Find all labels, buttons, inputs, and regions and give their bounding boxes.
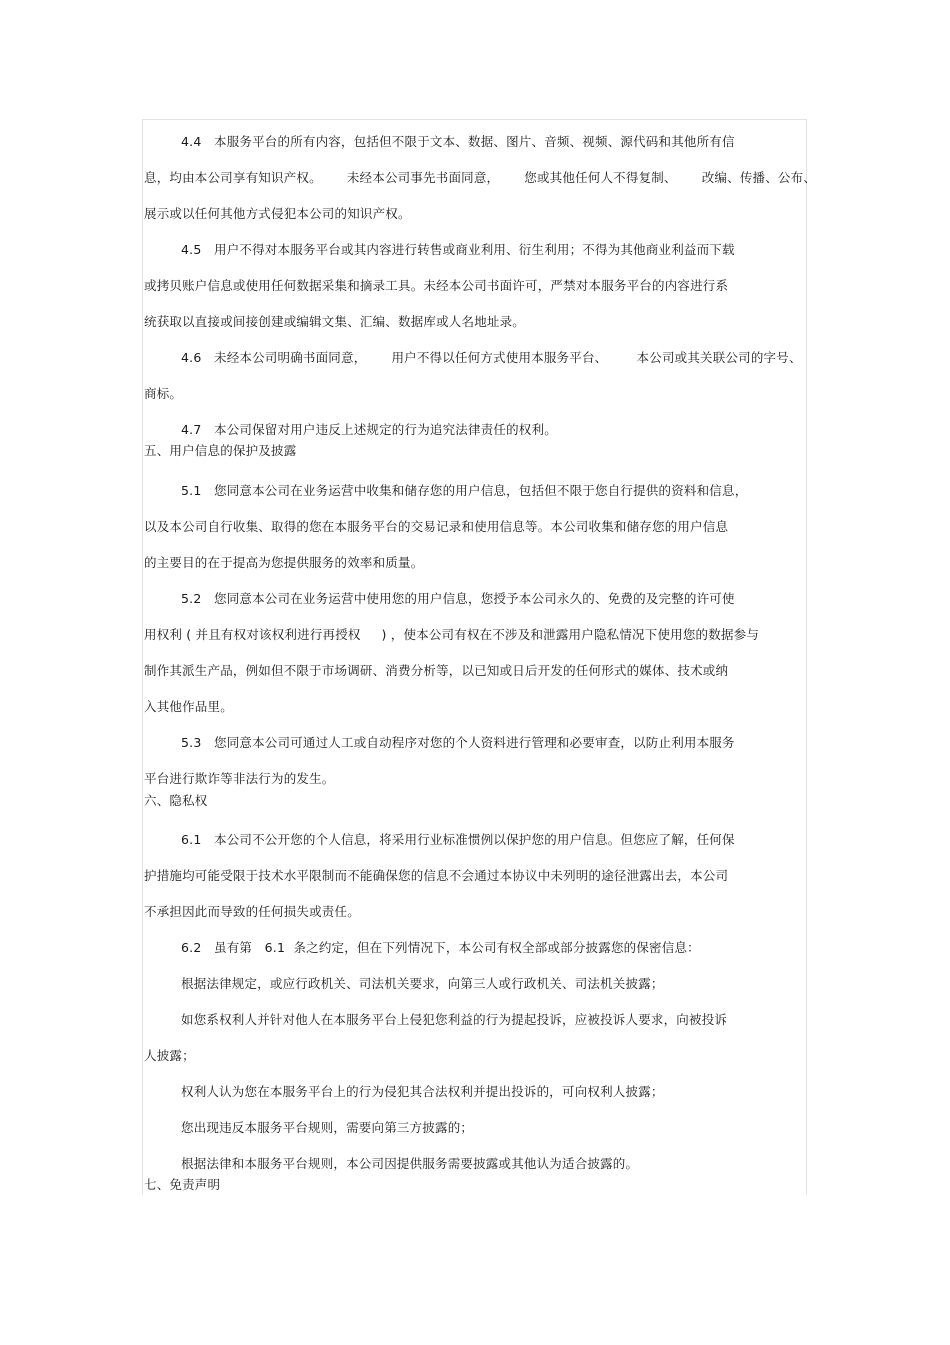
clause-4-6-line-1: 4.6 未经本公司明确书面同意， 用户不得以任何方式使用本服务平台、 本公司或其关联公司的字号、	[181, 350, 802, 365]
clause-6-2-line-1: 6.2 虽有第 6.1 条之约定，但在下列情况下，本公司有权全部或部分披露您的保密信息：	[181, 940, 700, 955]
clause-6-2-item-2-line-1: 如您系权利人并针对他人在本服务平台上侵犯您利益的行为提起投诉，应被投诉人要求，向被投诉	[181, 1012, 728, 1027]
clause-4-5-line-2: 或拷贝账户信息或使用任何数据采集和摘录工具。未经本公司书面许可，严禁对本服务平台的内容进行系	[144, 278, 729, 293]
section-7-heading: 七、免责声明	[144, 1177, 221, 1192]
clause-5-1-line-3: 的主要目的在于提高为您提供服务的效率和质量。	[144, 555, 424, 570]
clause-6-1-line-2: 护措施均可能受限于技术水平限制而不能确保您的信息不会通过本协议中未列明的途径泄露出去，本公司	[144, 868, 729, 883]
clause-5-3-line-2: 平台进行欺诈等非法行为的发生。	[144, 771, 335, 786]
clause-5-1-line-2: 以及本公司自行收集、取得的您在本服务平台的交易记录和使用信息等。本公司收集和储存您的用户信息	[144, 519, 729, 534]
clause-6-2-item-5: 根据法律和本服务平台规则，本公司因提供服务需要披露或其他认为适合披露的。	[181, 1156, 639, 1171]
clause-6-2-item-4: 您出现违反本服务平台规则，需要向第三方披露的；	[181, 1120, 474, 1135]
clause-6-1-line-1: 6.1 本公司不公开您的个人信息，将采用行业标准惯例以保护您的用户信息。但您应了解，任何保	[181, 832, 735, 847]
clause-5-1-line-1: 5.1 您同意本公司在业务运营中收集和储存您的用户信息，包括但不限于您自行提供的资料和信息，	[181, 483, 748, 498]
clause-4-7-line-1: 4.7 本公司保留对用户违反上述规定的行为追究法律责任的权利。	[181, 422, 557, 437]
clause-6-2-item-3: 权利人认为您在本服务平台上的行为侵犯其合法权利并提出投诉的，可向权利人披露；	[181, 1084, 664, 1099]
clause-5-2-line-3: 制作其派生产品，例如但不限于市场调研、消费分析等，以已知或日后开发的任何形式的媒体、技术或纳	[144, 663, 729, 678]
section-6-heading: 六、隐私权	[144, 793, 208, 808]
section-5-heading: 五、用户信息的保护及披露	[144, 443, 297, 458]
clause-4-5-line-3: 统获取以直接或间接创建或编辑文集、汇编、数据库或人名地址录。	[144, 314, 526, 329]
clause-6-1-line-3: 不承担因此而导致的任何损失或责任。	[144, 904, 360, 919]
clause-4-4-line-3: 展示或以任何其他方式侵犯本公司的知识产权。	[144, 206, 411, 221]
clause-4-4-line-2: 息，均由本公司享有知识产权。 未经本公司事先书面同意， 您或其他任何人不得复制、 改编、传播、公布、	[144, 170, 817, 185]
clause-6-2-item-1: 根据法律规定，或应行政机关、司法机关要求，向第三人或行政机关、司法机关披露；	[181, 976, 664, 991]
clause-4-4-line-1: 4.4 本服务平台的所有内容，包括但不限于文本、数据、图片、音频、视频、源代码和其他所有信	[181, 134, 735, 149]
clause-5-2-line-4: 入其他作品里。	[144, 699, 233, 714]
clause-5-2-line-1: 5.2 您同意本公司在业务运营中使用您的用户信息，您授予本公司永久的、免费的及完整的许可使	[181, 591, 735, 606]
clause-5-2-line-2: 用权利 ( 并且有权对该权利进行再授权 ) ，使本公司有权在不涉及和泄露用户隐私情况下使用您的数据参与	[144, 627, 760, 642]
clause-4-6-line-2: 商标。	[144, 386, 183, 401]
clause-5-3-line-1: 5.3 您同意本公司可通过人工或自动程序对您的个人资料进行管理和必要审查，以防止利用本服务	[181, 735, 735, 750]
clause-4-5-line-1: 4.5 用户不得对本服务平台或其内容进行转售或商业利用、衍生利用；不得为其他商业利益而下载	[181, 242, 735, 257]
clause-6-2-item-2-line-2: 人披露；	[144, 1048, 195, 1063]
